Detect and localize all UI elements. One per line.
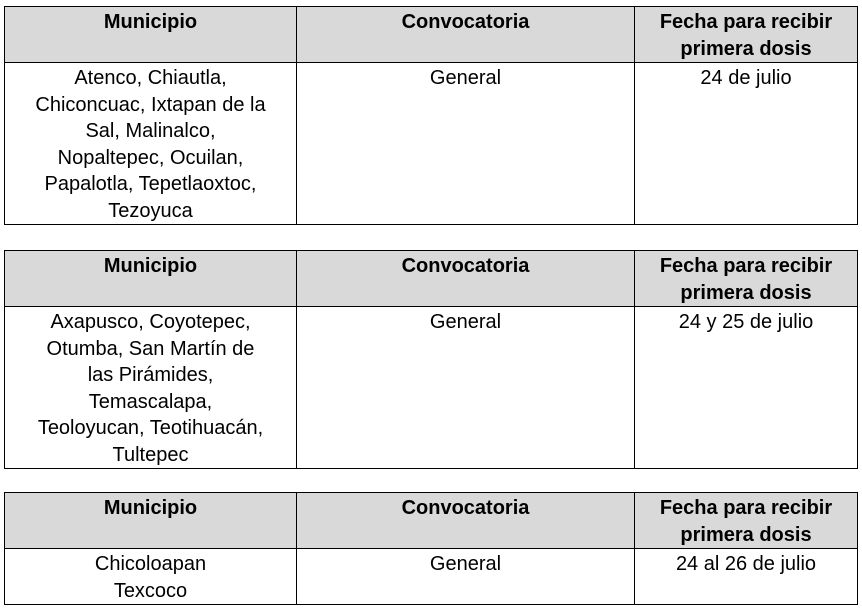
header-row [5,251,858,307]
header-municipio: Municipio [5,251,297,307]
municipio-cell [5,307,297,469]
table-row [5,549,858,605]
header-municipio: Municipio [5,493,297,549]
municipio-line: Tultepec [112,443,189,466]
municipio-line: las Pirámides, [87,364,214,386]
municipio-cell [5,549,297,605]
municipio-cell [5,63,297,225]
municipio-line: Sal, Malinalco, [85,120,216,142]
header-municipio: Municipio [5,7,297,63]
municipio-line: Otumba, San Martín de [46,337,255,360]
municipio-line: Axapusco, Coyotepec, [50,311,251,333]
header-fecha: Fecha para recibir primera dosis [635,251,858,307]
header-fecha: Fecha para recibir primera dosis [635,493,858,549]
header-row [5,7,858,63]
header-convocatoria: Convocatoria [297,493,635,549]
municipio-line: Chiconcuac, Ixtapan de la [35,93,266,116]
schedule-table-2 [4,250,858,469]
convocatoria-cell: General [297,549,635,605]
municipio-line: Tezoyuca [108,199,193,222]
municipio-line: Nopaltepec, Ocuilan, [57,146,244,169]
header-row [5,493,858,549]
fecha-cell: 24 al 26 de julio [635,549,858,605]
table-row [5,307,858,469]
fecha-cell: 24 de julio [635,63,858,225]
municipio-line: Texcoco [113,579,188,602]
convocatoria-cell: General [297,307,635,469]
municipio-line: Atenco, Chiautla, [74,67,227,89]
convocatoria-cell: General [297,63,635,225]
municipio-line: Papalotla, Tepetlaoxtoc, [44,173,257,195]
schedule-table-3 [4,492,858,605]
schedule-table-1 [4,6,858,225]
municipio-line: Chicoloapan [94,553,207,575]
fecha-cell: 24 y 25 de julio [635,307,858,469]
municipio-line: Temascalapa, [88,390,213,413]
header-convocatoria: Convocatoria [297,7,635,63]
municipio-line: Teoloyucan, Teotihuacán, [37,417,264,439]
header-fecha: Fecha para recibir primera dosis [635,7,858,63]
header-convocatoria: Convocatoria [297,251,635,307]
table-row [5,63,858,225]
